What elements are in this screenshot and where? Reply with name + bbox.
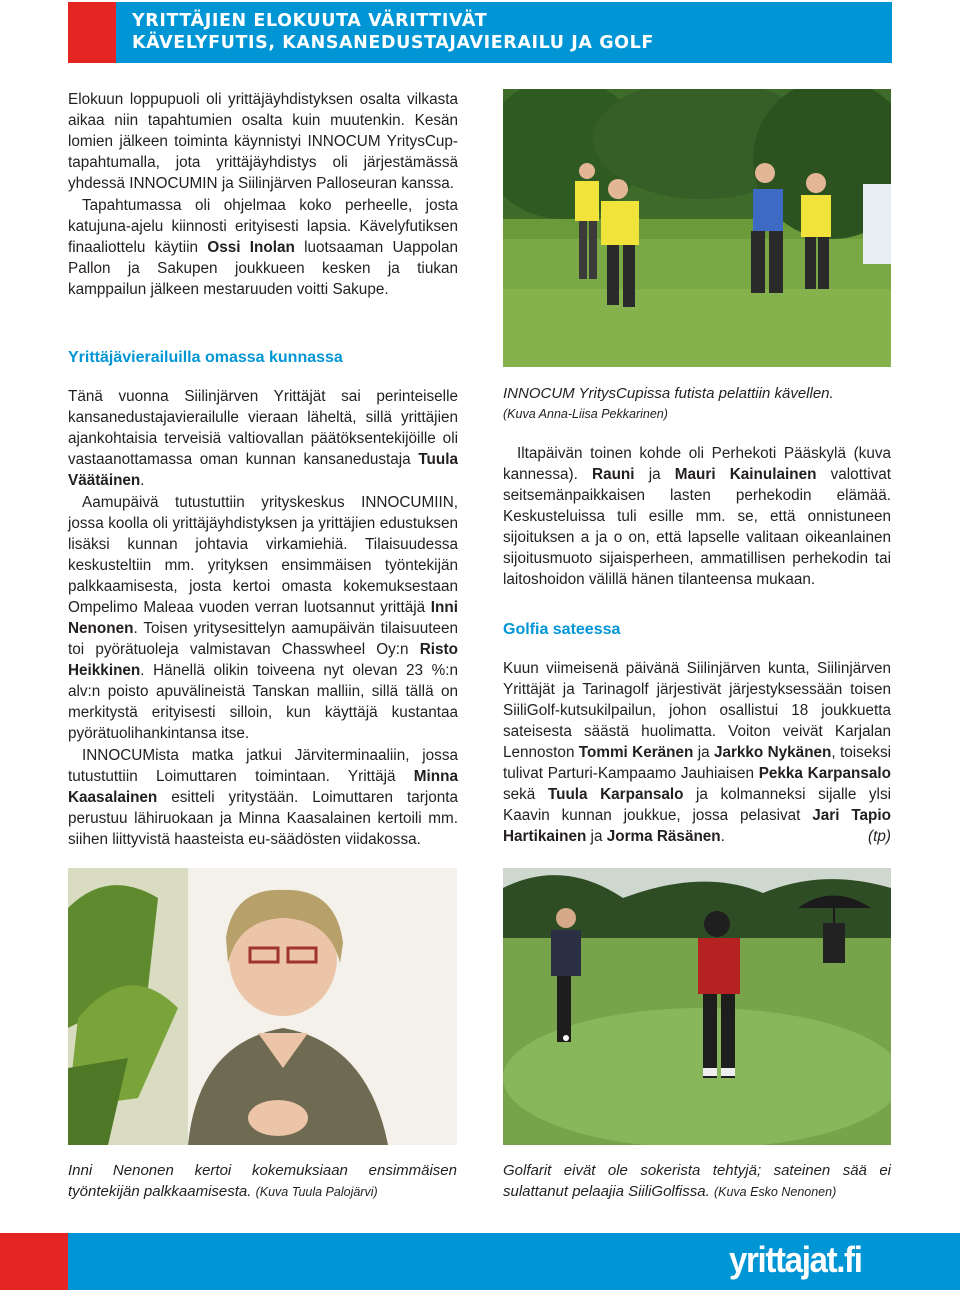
walking-football-photo <box>503 89 891 367</box>
header-accent-red <box>68 2 116 63</box>
person-name: Tuula Karpansalo <box>547 786 684 803</box>
person-name: Tommi Keränen <box>578 744 694 761</box>
person-name: Pekka Karpansalo <box>758 765 891 782</box>
golfers-photo <box>503 868 891 1145</box>
person-name: Inni Nenonen <box>68 599 458 637</box>
paragraph: Aamupäivä tutustuttiin yrityskeskus INNOCUMIIN, jossa koolla oli yrittäjäyhdistyksen ja yrittäjien edustuksen lisäksi kunnan johtavia virkamiehiä. Tilaisuudessa keskusteltiin mm. yrityksen ensimmäisen työntekijän palkkaamisesta, josta kertoi omasta kokemuksestaan Ompelimo Maleaa vuoden verran luotsannut yrittäjä Inni Nenonen. Toisen yritysesittelyn aamupäivän tilaisuuteen toi pyörätuoleja valmistavan Chasswheel Oy:n Risto Heikkinen. Hänellä olikin toiveena nyt olevan 23 %:n alv:n poisto apuvälineistä Tanskan malliin, sillä tällä on merkitystä erityisesti silloin, kun käyttäjä kustantaa pyörätuolihankintansa itse. <box>68 494 458 742</box>
speaker-photo-caption: Inni Nenonen kertoi kokemuksiaan ensimmäisen työntekijän palkkaamisesta. (Kuva Tuula Palojärvi) <box>68 1162 457 1200</box>
person-name: Rauni <box>592 466 635 483</box>
footer-accent-red <box>0 1233 68 1290</box>
page-title <box>132 10 654 54</box>
paragraph: Elokuun loppupuoli oli yrittäjäyhdistyksen osalta vilkasta aikaa niin tapahtumien osalta kuin muutenkin. Kesän lomien jälkeen toiminta käynnistyi INNOCUM YritysCup-tapahtumalla, jota yrittäjäyhdistys oli järjestämässä yhdessä INNOCUMIN ja Siilinjärven Palloseuran kanssa. <box>68 91 458 192</box>
paragraph: Tänä vuonna Siilinjärven Yrittäjät sai perinteiselle kansanedustajavierailulle vieraan läheltä, sillä yrittäjien ajankohtaisia terveisiä valtiovallan päätöksentekijöille oli vastaanottamassa oman kunnan kansanedustaja Tuula Väätäinen. <box>68 388 458 489</box>
person-name: Jarkko Nykänen <box>713 744 832 761</box>
speaker-photo <box>68 868 457 1145</box>
article-left-top <box>68 89 458 300</box>
section-heading: Golfia sateessa <box>503 621 621 638</box>
article-left-section <box>68 347 458 850</box>
photo-credit: (Kuva Tuula Palojärvi) <box>255 1185 378 1199</box>
paragraph: Iltapäivän toinen kohde oli Perhekoti Pääskylä (kuva kannessa). Rauni ja Mauri Kainulainen valottivat seitsemänpaikkaisen lasten perhekodin elämää. Keskusteluissa tuli esille mm. se, että onnistuneen sijoituksen a ja o on, että lapselle valitaan oikeanlainen sijoitusmuoto sijaisperheen, ammatillisen perhekodin tai laitoshoidon välillä hänen tilanteensa mukaan. <box>503 445 891 588</box>
person-name: Tuula Väätäinen <box>68 451 458 489</box>
title-line-1: YRITTÄJIEN ELOKUUTA VÄRITTIVÄT <box>132 11 488 31</box>
person-name: Mauri Kainulainen <box>674 466 817 483</box>
person-name: Ossi Inolan <box>207 239 295 256</box>
author-signature: (tp) <box>868 828 891 845</box>
article-right <box>503 383 891 847</box>
person-name: Minna Kaasalainen <box>68 768 458 806</box>
paragraph: INNOCUMista matka jatkui Järviterminaaliin, jossa tutustuttiin Loimuttaren toimintaan. Yrittäjä Minna Kaasalainen esitteli yritystään. Loimuttaren tarjonta perustuu lähiruokaan ja Minna Kaasalainen kertoili mm. siihen liittyvistä haasteista eu-säädösten viidakossa. <box>68 747 458 848</box>
title-line-2: KÄVELYFUTIS, KANSANEDUSTAJAVIERAILU JA GOLF <box>132 33 654 53</box>
golfers-photo-caption: Golfarit eivät ole sokerista tehtyjä; sateinen sää ei sulattanut pelaajia SiiliGolfissa. (Kuva Esko Nenonen) <box>503 1162 891 1200</box>
yrittajat-logo[interactable]: yrittajat.fi <box>729 1239 862 1280</box>
section-heading: Yrittäjävierailuilla omassa kunnassa <box>68 349 343 366</box>
photo-caption: INNOCUM YritysCupissa futista pelattiin kävellen. (Kuva Anna-Liisa Pekkarinen) <box>503 383 891 425</box>
photo-credit: (Kuva Esko Nenonen) <box>713 1185 837 1199</box>
photo-credit: (Kuva Anna-Liisa Pekkarinen) <box>503 407 668 421</box>
person-name: Jorma Räsänen <box>606 828 721 845</box>
paragraph: Tapahtumassa oli ohjelmaa koko perheelle, josta katujuna-ajelu kiinnosti erityisesti lapsia. Kävelyfutiksen finaaliottelu käytiin Ossi Inolan luotsaaman Uappolan Pallon ja Sakupen joukkueen kesken ja tiukan kamppailun jälkeen mestaruuden voitti Sakupe. <box>68 197 459 298</box>
person-name: Jari Tapio Hartikainen <box>503 807 891 845</box>
person-name: Risto Heikkinen <box>68 641 458 679</box>
paragraph: Kuun viimeisenä päivänä Siilinjärven kunta, Siilinjärven Yrittäjät ja Tarinagolf järjestivät järjestyksessään toisen SiiliGolf-kutsukilpailun, johon osallistui 18 joukkuetta sateisesta säästä huolimatta. Voiton veivät Karjalan Lennoston Tommi Keränen ja Jarkko Nykänen, toiseksi tulivat Parturi-Kampaamo Jauhiaisen Pekka Karpansalo sekä Tuula Karpansalo ja kolmanneksi sijalle ylsi Kaavin kunnan joukkue, jossa pelasivat Jari Tapio Hartikainen ja Jorma Räsänen. (tp) <box>503 660 892 845</box>
